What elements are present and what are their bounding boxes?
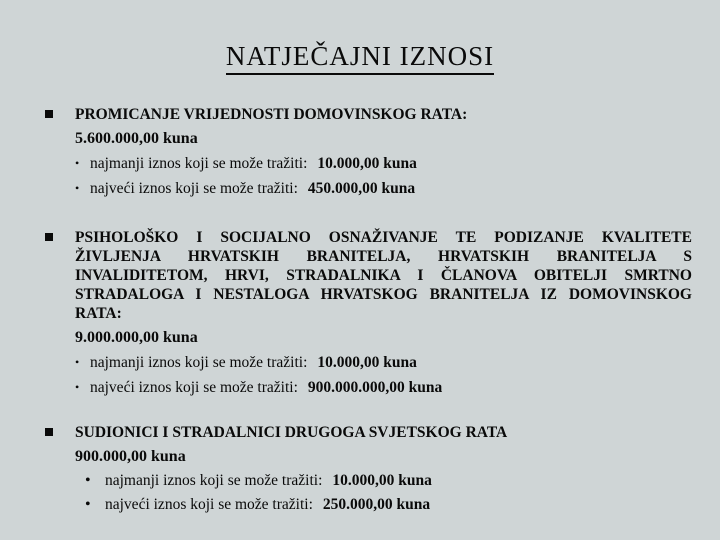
page-title: NATJEČAJNI IZNOSI	[226, 42, 494, 75]
item-amount: 10.000,00 kuna	[317, 353, 417, 371]
section-heading: PROMICANJE VRIJEDNOSTI DOMOVINSKOG RATA:	[75, 105, 468, 123]
item-label: najmanji iznos koji se može tražiti:	[90, 353, 308, 371]
list-item-max-amount	[75, 179, 692, 198]
item-amount: 900.000.000,00 kuna	[307, 378, 443, 396]
section-total-amount: 5.600.000,00 kuna	[75, 129, 198, 147]
section-psiholosko	[45, 228, 692, 397]
section-content	[75, 228, 692, 397]
section-promicanje	[45, 105, 692, 198]
section-total-amount: 9.000.000,00 kuna	[75, 328, 198, 346]
list-item-max-amount	[75, 378, 692, 397]
list-item-min-amount	[75, 472, 692, 490]
dot-bullet-icon: •	[75, 155, 80, 170]
item-label: najmanji iznos koji se može tražiti:	[105, 471, 323, 489]
item-amount: 10.000,00 kuna	[332, 471, 432, 489]
item-label: najveći iznos koji se može tražiti:	[90, 378, 298, 396]
item-label: najveći iznos koji se može tražiti:	[90, 179, 298, 197]
list-item-max-amount	[75, 496, 692, 514]
dot-bullet-icon: •	[75, 180, 80, 195]
list-item-min-amount	[75, 353, 692, 372]
dot-bullet-icon: •	[75, 379, 80, 394]
section-total-amount: 900.000,00 kuna	[75, 447, 186, 465]
section-content	[75, 105, 692, 198]
section-heading: PSIHOLOŠKO I SOCIJALNO OSNAŽIVANJE TE PODIZANJE KVALITETE ŽIVLJENJA HRVATSKIH BRANITELJA, HRVATSKIH BRANITELJA S INVALIDITETOM, HRVI, STRADALNIKA I ČLANOVA OBITELJI SMRTNO STRADALOGA I NESTALOGA HRVATSKOG BRANITELJA IZ DOMOVINSKOG RATA:	[75, 228, 692, 322]
sections-list	[45, 105, 692, 514]
title-area	[0, 0, 720, 75]
square-bullet-icon	[45, 423, 75, 436]
item-amount: 250.000,00 kuna	[322, 495, 431, 513]
item-amount: 10.000,00 kuna	[317, 154, 417, 172]
dot-bullet-icon: •	[85, 495, 91, 513]
dot-bullet-icon: •	[85, 471, 91, 489]
list-item-min-amount	[75, 154, 692, 173]
square-bullet-icon	[45, 105, 75, 118]
item-label: najmanji iznos koji se može tražiti:	[90, 154, 308, 172]
square-bullet-icon	[45, 228, 75, 241]
section-sudionici	[45, 423, 692, 514]
dot-bullet-icon: •	[75, 354, 80, 369]
section-content	[75, 423, 692, 514]
item-label: najveći iznos koji se može tražiti:	[105, 495, 313, 513]
section-heading: SUDIONICI I STRADALNICI DRUGOGA SVJETSKOG RATA	[75, 423, 508, 441]
item-amount: 450.000,00 kuna	[307, 179, 416, 197]
